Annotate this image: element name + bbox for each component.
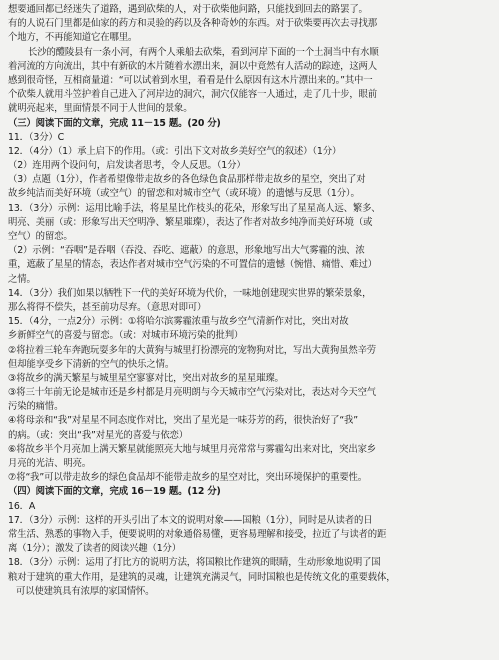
- text-line: ③将故乡的满天繁星与城里星空寥寥对比，突出对故乡的星星璀璨。: [8, 372, 284, 384]
- text-line: 但却能享受乡下清新的空气的快乐之情。: [8, 358, 175, 370]
- text-line: ③将三十年前无论是城市还是乡村都是月亮明朗与今天城市空气污染对比，表达对今天空气: [8, 387, 377, 399]
- text-line: 18．（3分）示例：运用了打比方的说明方法，将国粮比作建筑的眼睛，生动形象地说明了国: [8, 557, 381, 569]
- text-line: 个地方，不再能知道它在哪里。: [8, 32, 138, 44]
- text-line: 13．（3分）示例：运用比喻手法，将星星比作枝头的花朵，形象写出了星星高人远、繁多、: [8, 202, 381, 214]
- text-line: 长沙的醴陵县有一条小河，有两个人乘船去砍柴，看到河岸下面的一个土洞当中有水顺: [28, 46, 379, 58]
- text-line: （3）点题（1分），作者希望像带走故乡的各色绿色食品那样带走故乡的星空，突出了对: [8, 174, 366, 186]
- text-line: （2）示例：“吞咽”是吞咽（吞没、吞吃、遮蔽）的意思，形象地写出大气雾霾的浊、浓: [8, 245, 365, 257]
- text-line: 16．A: [8, 500, 36, 512]
- text-line: 重，遮蔽了星星的情态，表达作者对城市空气污染的不可置信的遗憾（惋惜、痛惜、难过）: [8, 259, 378, 271]
- text-line: 15．（4分，一点2分）示例：①将哈尔滨雾霾浓重与故乡空气清新作对比，突出对故: [8, 316, 349, 328]
- text-line: 感到很奇怪，互相商量道：“可以试着到水里，看看是什么原因有这木片漂出来的。”其中一: [8, 74, 373, 86]
- text-line: 12．（4分）（1）承上启下的作用。（或：引出下文对故乡美好空气的叙述）（1分）: [8, 145, 342, 157]
- text-line: ⑥将故乡半个月亮加上满天繁星就能照亮大地与城里月亮常常与雾霾勾出来对比，突出家乡: [8, 443, 377, 455]
- text-line: 11．（3分）C: [8, 131, 65, 143]
- text-line: 个砍柴人就用斗笠护着自己进入了河岸边的洞穴，洞穴仅能容一人通过，走了几十步，眼前: [8, 89, 378, 101]
- text-line: 14．（3分）我们如果以牺牲下一代的美好环境为代价，一味地创建现实世界的繁荣景象，: [8, 287, 372, 299]
- text-line: 那么将得不偿失，甚至前功尽弃。（意思对即可）: [8, 301, 207, 313]
- section-heading: （三）阅读下面的文章，完成 11－15 题。(20 分): [8, 117, 221, 129]
- text-line: ⑦将“我”可以带走故乡的绿色食品却不能带走故乡的星空对比，突出环境保护的重要性。: [8, 472, 367, 484]
- text-line: 着河流的方向流出，其中有新砍的木片随着水漂出来，洞以中竟然有人活动的踪迹，这两人: [8, 60, 378, 72]
- text-line: 明亮、美丽（或：形象写出天空明净、繁星璀璨），表达了作者对故乡纯净而美好环境（或: [8, 216, 373, 228]
- text-line: 月亮的光洁、明亮。: [8, 458, 92, 469]
- text-line: 故乡纯洁而美好环境（或空气）的留恋和对城市空气（或环境）的遗憾与反思（1分）。: [8, 188, 360, 200]
- text-line: 就明亮起来，里面情景不同于人世间的景象。: [8, 103, 193, 115]
- text-line: 之情。: [8, 273, 36, 285]
- section-heading: （四）阅读下面的文章，完成 16－19 题。(12 分): [8, 486, 221, 498]
- text-line: 有的人说石门里都是仙家的药方和灵验的药以及各种奇妙的东西。对于砍柴要再次去寻找那: [8, 18, 378, 30]
- text-line: 可以使建筑具有浓厚的家国情怀。: [16, 585, 155, 597]
- text-line: 离（1分）；激发了读者的阅读兴趣（1分）: [8, 543, 181, 555]
- text-line: 想要通回都已经迷失了道路，遇到砍柴的人，对于砍柴他问路，只能找到回去的路罢了。: [8, 4, 368, 15]
- text-line: 粮对于建筑的重大作用，是建筑的灵魂，让建筑充满灵气，同时国粮也是传统文化的重要载体，: [8, 571, 396, 583]
- text-line: 污染的痛惜。: [8, 401, 64, 413]
- text-line: 空气）的留恋。: [8, 231, 73, 242]
- text-line: ④将母亲和“我”对星星不同态度作对比，突出了星光是一味芬芳的药，很快治好了“我”: [8, 415, 358, 427]
- text-line: （2）连用两个设问句，启发读者思考，令人反思。（1分）: [8, 160, 246, 172]
- text-line: 17．（3分）示例：这样的开头引出了本文的说明对象——国粮（1分），同时是从读者的日: [8, 514, 373, 526]
- text-line: 乡新鲜空气的喜爱与留恋。（或：对城市环境污染的批判）: [8, 330, 244, 342]
- text-line: 常生活、熟悉的事物入手，便要说明的对象通俗易懂，更容易理解和接受，拉近了与读者的距: [8, 528, 387, 540]
- text-line: 的病。（或：突出“我”对星光的喜爱与依恋）: [8, 429, 188, 441]
- text-line: ②将拉着三轮车奔跑玩耍多年的大黄狗与城里打扮漂亮的宠物狗对比，写出大黄狗虽然辛劳: [8, 344, 377, 356]
